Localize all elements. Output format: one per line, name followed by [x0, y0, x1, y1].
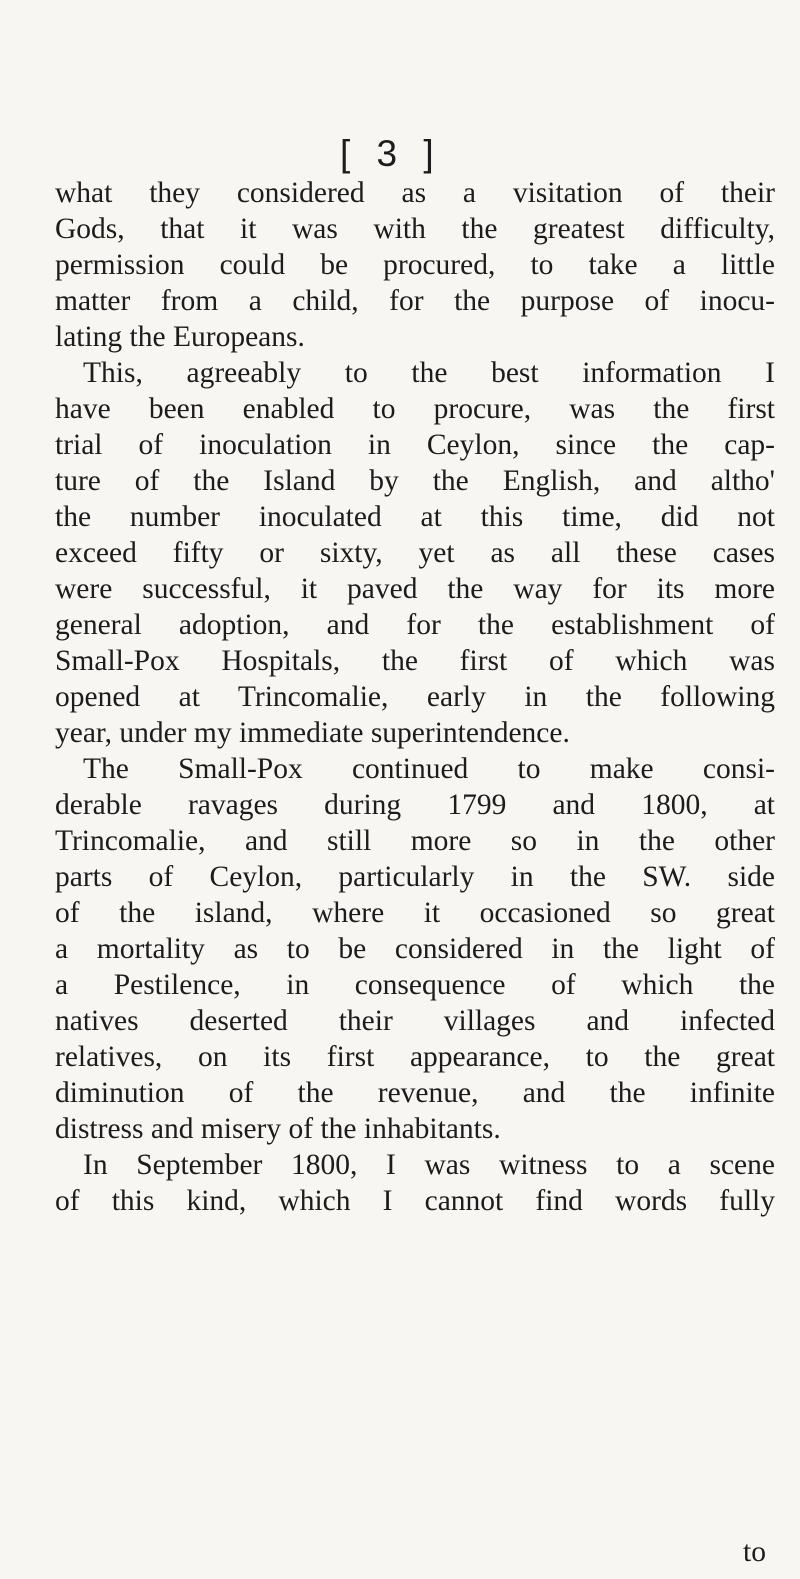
- text-line: of the island, where it occasioned so great: [55, 897, 775, 929]
- text-line: the number inoculated at this time, did not: [55, 501, 775, 533]
- text-line: distress and misery of the inhabitants.: [55, 1113, 501, 1145]
- text-line: Small-Pox Hospitals, the first of which was: [55, 645, 775, 677]
- page-number: [ 3 ]: [340, 133, 442, 174]
- text-line: year, under my immediate superintendence.: [55, 717, 570, 749]
- text-line: were successful, it paved the way for its more: [55, 573, 775, 605]
- text-line: opened at Trincomalie, early in the following: [55, 681, 775, 713]
- text-line: Gods, that it was with the greatest difficulty,: [55, 213, 775, 245]
- text-line: what they considered as a visitation of their: [55, 177, 775, 209]
- text-line: of this kind, which I cannot find words fully: [55, 1185, 775, 1217]
- text-line: matter from a child, for the purpose of inocu-: [55, 285, 775, 317]
- text-line: a Pestilence, in consequence of which the: [55, 969, 775, 1001]
- text-line: natives deserted their villages and infected: [55, 1005, 775, 1037]
- text-line: This, agreeably to the best information I: [83, 357, 775, 389]
- text-line: parts of Ceylon, particularly in the SW. side: [55, 861, 775, 893]
- text-line: diminution of the revenue, and the infinite: [55, 1077, 775, 1109]
- text-line: derable ravages during 1799 and 1800, at: [55, 789, 775, 821]
- text-line: have been enabled to procure, was the first: [55, 393, 775, 425]
- text-line: In September 1800, I was witness to a scene: [83, 1149, 775, 1181]
- catchword: to: [743, 1536, 766, 1568]
- text-line: permission could be procured, to take a little: [55, 249, 775, 281]
- text-line: Trincomalie, and still more so in the other: [55, 825, 775, 857]
- text-line: exceed fifty or sixty, yet as all these cases: [55, 537, 775, 569]
- text-line: The Small-Pox continued to make consi-: [83, 753, 775, 785]
- body-text: [55, 175, 775, 1219]
- text-line: general adoption, and for the establishment of: [55, 609, 775, 641]
- text-line: a mortality as to be considered in the light of: [55, 933, 775, 965]
- text-line: relatives, on its first appearance, to the great: [55, 1041, 775, 1073]
- text-line: ture of the Island by the English, and altho': [55, 465, 775, 497]
- text-line: trial of inoculation in Ceylon, since the cap-: [55, 429, 775, 461]
- text-line: lating the Europeans.: [55, 321, 305, 353]
